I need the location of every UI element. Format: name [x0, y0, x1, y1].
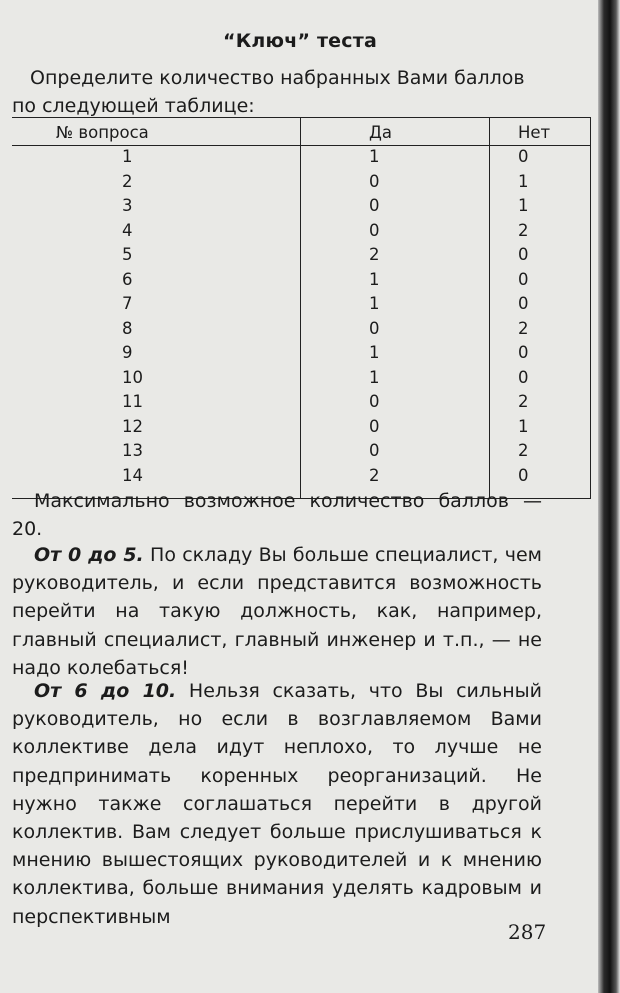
no-score-cell: 0	[490, 244, 591, 269]
intro-line-1: Определите количество набранных Вами баллов	[30, 67, 525, 89]
table-row	[12, 293, 591, 318]
table-row	[12, 367, 591, 392]
question-number-cell: 8	[122, 318, 133, 338]
no-score-cell: 0	[490, 293, 591, 318]
yes-score-cell: 0	[301, 195, 490, 220]
no-score-cell: 0	[490, 465, 591, 499]
yes-score-cell: 1	[301, 367, 490, 392]
no-score-cell: 1	[490, 171, 591, 196]
question-number-cell: 13	[122, 441, 143, 460]
yes-score-cell: 0	[301, 318, 490, 343]
yes-score-cell: 2	[301, 465, 490, 499]
table-row	[12, 171, 591, 196]
question-number-cell: 10	[122, 367, 143, 387]
header-yes: Да	[301, 118, 490, 146]
table-header-row	[12, 118, 591, 146]
no-score-cell: 2	[490, 440, 591, 465]
yes-score-cell: 1	[301, 146, 490, 171]
result-0-5	[12, 541, 542, 682]
table-row	[12, 220, 591, 245]
question-number-cell: 11	[122, 392, 143, 411]
result-6-10	[12, 677, 542, 931]
yes-score-cell: 0	[301, 416, 490, 441]
no-score-cell: 0	[490, 342, 591, 367]
question-number-cell: 1	[122, 147, 133, 166]
yes-score-cell: 0	[301, 391, 490, 416]
header-no: Нет	[490, 118, 591, 146]
table-body	[12, 146, 591, 499]
page-number: 287	[508, 920, 547, 944]
max-score-text: Максимально возможное количество баллов — 20.	[12, 490, 542, 541]
table-row	[12, 416, 591, 441]
no-score-cell: 1	[490, 195, 591, 220]
no-score-cell: 0	[490, 367, 591, 392]
result-0-5-text: По складу Вы больше специалист, чем руководитель, и если представится возможность перейти на такую должность, как, например, главный специалист, главный инженер и т.п., — не надо колебаться!	[12, 544, 542, 679]
result-6-10-text: Нельзя сказать, что Вы сильный руководитель, но если в возглавляемом Вами коллективе дела идут неплохо, то лучше не предпринимать коренных реорганизаций. Не нужно также соглашаться перейти в другой коллектив. Вам следует больше прислушиваться к мнению вышестоящих руководителей и к мнению коллектива, больше внимания уделять кадровым и перспективным	[12, 680, 542, 928]
no-score-cell: 0	[490, 146, 591, 171]
table-row	[12, 391, 591, 416]
header-question-number: № вопроса	[12, 118, 301, 146]
yes-score-cell: 1	[301, 342, 490, 367]
question-number-cell: 12	[122, 416, 143, 436]
yes-score-cell: 0	[301, 171, 490, 196]
table-row	[12, 146, 591, 171]
yes-score-cell: 0	[301, 440, 490, 465]
question-number-cell: 3	[122, 196, 133, 215]
no-score-cell: 2	[490, 391, 591, 416]
question-number-cell: 2	[122, 171, 133, 191]
no-score-cell: 2	[490, 318, 591, 343]
intro-text	[12, 64, 552, 120]
yes-score-cell: 1	[301, 293, 490, 318]
question-number-cell: 6	[122, 269, 133, 289]
no-score-cell: 2	[490, 220, 591, 245]
table-row	[12, 440, 591, 465]
page-binding-edge	[598, 0, 620, 993]
result-0-5-label: От 0 до 5.	[34, 544, 144, 566]
question-number-cell: 4	[122, 220, 133, 240]
question-number-cell: 7	[122, 294, 133, 313]
table-row	[12, 195, 591, 220]
yes-score-cell: 2	[301, 244, 490, 269]
yes-score-cell: 1	[301, 269, 490, 294]
table-row	[12, 244, 591, 269]
intro-line-2: по следующей таблице:	[12, 95, 255, 117]
table-row	[12, 318, 591, 343]
question-number-cell: 9	[122, 343, 133, 362]
question-number-cell: 14	[12, 465, 301, 499]
no-score-cell: 1	[490, 416, 591, 441]
result-6-10-label: От 6 до 10.	[34, 680, 177, 702]
table-row	[12, 342, 591, 367]
question-number-cell: 5	[122, 245, 133, 264]
section-title: “Ключ” теста	[223, 30, 377, 52]
answer-key-table	[12, 117, 591, 499]
table-row	[12, 269, 591, 294]
no-score-cell: 0	[490, 269, 591, 294]
yes-score-cell: 0	[301, 220, 490, 245]
